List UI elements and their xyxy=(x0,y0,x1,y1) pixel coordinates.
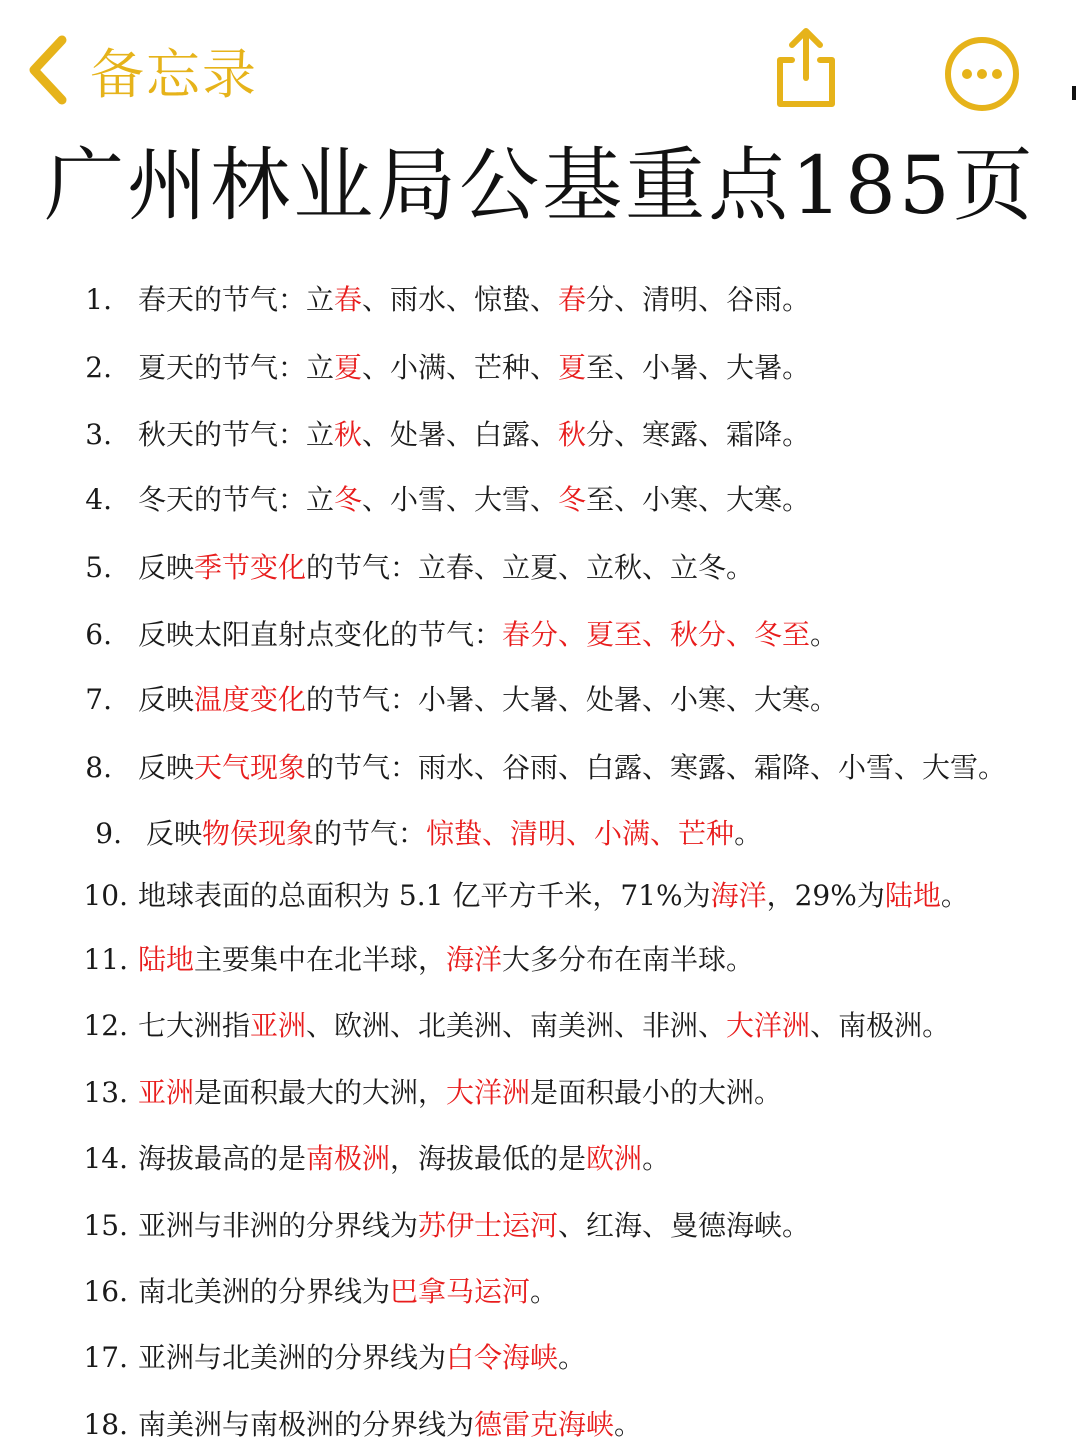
text-segment: 亚洲与非洲的分界线为 xyxy=(138,1209,419,1242)
list-item-number: 4. xyxy=(85,483,112,516)
text-segment: 。 xyxy=(558,1341,587,1374)
text-segment: 南北美洲的分界线为 xyxy=(138,1275,391,1308)
text-segment: 。 xyxy=(734,817,763,850)
list-item-text xyxy=(138,1262,558,1322)
text-segment: 、处暑、白露、 xyxy=(362,418,559,451)
highlighted-text: 春 xyxy=(334,283,363,316)
text-segment: 秋天的节气：立 xyxy=(138,418,335,451)
list-item-text xyxy=(138,1129,670,1189)
list-item-text xyxy=(138,1328,586,1388)
list-item-number: 5. xyxy=(85,551,112,584)
text-segment: 的节气：雨水、谷雨、白露、寒露、霜降、小雪、大雪。 xyxy=(306,751,1007,784)
highlighted-text: 苏伊士运河 xyxy=(418,1209,559,1242)
list-item-text xyxy=(138,1395,642,1455)
list-item-text xyxy=(138,930,754,990)
text-segment: 反映 xyxy=(138,683,195,716)
highlighted-text: 亚洲 xyxy=(250,1009,307,1042)
text-segment: 是面积最大的大洲， xyxy=(194,1076,447,1109)
highlighted-text: 季节变化 xyxy=(194,551,307,584)
text-segment: 、南极洲。 xyxy=(810,1009,951,1042)
text-segment: 、小雪、大雪、 xyxy=(362,483,559,516)
list-item-number: 12. xyxy=(83,1009,128,1042)
text-segment: 。 xyxy=(614,1408,643,1441)
highlighted-text: 天气现象 xyxy=(194,751,307,784)
highlighted-text: 冬 xyxy=(334,483,363,516)
text-segment: 至、小暑、大暑。 xyxy=(586,351,811,384)
list-item-number: 2. xyxy=(85,351,112,384)
list-item-number: 3. xyxy=(85,418,112,451)
highlighted-text: 海洋 xyxy=(710,879,767,912)
list-item-text xyxy=(138,738,1006,798)
highlighted-text: 大洋洲 xyxy=(726,1009,811,1042)
text-segment: 主要集中在北半球， xyxy=(194,943,447,976)
list-item-text xyxy=(138,1196,810,1256)
highlighted-text: 陆地 xyxy=(884,879,941,912)
text-segment: 海拔最高的是 xyxy=(138,1142,307,1175)
text-segment: 至、小寒、大寒。 xyxy=(586,483,811,516)
chevron-left-icon xyxy=(18,30,88,110)
text-segment: 。 xyxy=(810,618,839,651)
text-segment: 反映太阳直射点变化的节气： xyxy=(138,618,503,651)
text-segment: 的节气：小暑、大暑、处暑、小寒、大寒。 xyxy=(306,683,839,716)
text-segment: 七大洲指 xyxy=(138,1009,251,1042)
edge-mark xyxy=(1072,86,1076,100)
highlighted-text: 惊蛰、清明、小满、芒种 xyxy=(426,817,735,850)
highlighted-text: 南极洲 xyxy=(306,1142,391,1175)
text-segment: 大多分布在南半球。 xyxy=(502,943,755,976)
share-icon[interactable] xyxy=(770,24,842,110)
text-segment: 、小满、芒种、 xyxy=(362,351,559,384)
text-segment: 夏天的节气：立 xyxy=(138,351,335,384)
list-item-text xyxy=(138,996,950,1056)
text-segment: 。 xyxy=(530,1275,559,1308)
highlighted-text: 陆地 xyxy=(138,943,195,976)
list-item-text xyxy=(138,866,969,926)
ellipsis-circle-icon[interactable] xyxy=(942,34,1022,114)
text-segment: 、欧洲、北美洲、南美洲、非洲、 xyxy=(306,1009,727,1042)
list-item-number: 14. xyxy=(83,1142,128,1175)
note-title: 广州林业局公基重点185页 xyxy=(44,139,1036,232)
text-segment: 。 xyxy=(642,1142,671,1175)
highlighted-text: 秋 xyxy=(334,418,363,451)
text-segment: 分、寒露、霜降。 xyxy=(586,418,811,451)
text-segment: 、红海、曼德海峡。 xyxy=(558,1209,811,1242)
highlighted-text: 物侯现象 xyxy=(202,817,315,850)
highlighted-text: 欧洲 xyxy=(586,1142,643,1175)
highlighted-text: 春 xyxy=(558,283,587,316)
highlighted-text: 温度变化 xyxy=(194,683,307,716)
highlighted-text: 巴拿马运河 xyxy=(390,1275,531,1308)
list-item-number: 10. xyxy=(83,879,128,912)
text-segment: 是面积最小的大洲。 xyxy=(530,1076,783,1109)
list-item-number: 1. xyxy=(85,283,112,316)
highlighted-text: 春分、夏至、秋分、冬至 xyxy=(502,618,811,651)
text-segment: 分、清明、谷雨。 xyxy=(586,283,811,316)
list-item-text xyxy=(138,1063,782,1123)
list-item-text xyxy=(146,804,762,864)
text-segment: 的节气：立春、立夏、立秋、立冬。 xyxy=(306,551,755,584)
highlighted-text: 夏 xyxy=(558,351,587,384)
list-item-text xyxy=(138,270,810,330)
highlighted-text: 白令海峡 xyxy=(446,1341,559,1374)
text-segment: 反映 xyxy=(138,551,195,584)
back-button[interactable] xyxy=(18,30,258,110)
text-segment: ，海拔最低的是 xyxy=(390,1142,587,1175)
list-item-number: 15. xyxy=(83,1209,128,1242)
text-segment: 反映 xyxy=(146,817,203,850)
list-item-number: 13. xyxy=(83,1076,128,1109)
highlighted-text: 冬 xyxy=(558,483,587,516)
list-item-number: 11. xyxy=(83,943,128,976)
text-segment: 。 xyxy=(940,879,969,912)
back-button-label: 备忘录 xyxy=(90,42,258,106)
list-item-text xyxy=(138,538,754,598)
list-item-text xyxy=(138,670,838,730)
highlighted-text: 夏 xyxy=(334,351,363,384)
list-item-text xyxy=(138,605,838,665)
text-segment: 亚洲与北美洲的分界线为 xyxy=(138,1341,447,1374)
list-item-number: 17. xyxy=(83,1341,128,1374)
text-segment: 的节气： xyxy=(314,817,427,850)
highlighted-text: 德雷克海峡 xyxy=(474,1408,615,1441)
list-item-text xyxy=(138,338,810,398)
text-segment: 地球表面的总面积为 5.1 亿平方千米，71%为 xyxy=(138,879,711,912)
list-item-number: 6. xyxy=(85,618,112,651)
list-item-number: 18. xyxy=(83,1408,128,1441)
list-item-number: 9. xyxy=(95,817,122,850)
list-item-number: 7. xyxy=(85,683,112,716)
text-segment: 南美洲与南极洲的分界线为 xyxy=(138,1408,475,1441)
list-item-text xyxy=(138,470,810,530)
highlighted-text: 秋 xyxy=(558,418,587,451)
text-segment: 冬天的节气：立 xyxy=(138,483,335,516)
navigation-bar xyxy=(0,0,1080,130)
highlighted-text: 大洋洲 xyxy=(446,1076,531,1109)
text-segment: 反映 xyxy=(138,751,195,784)
list-item-number: 16. xyxy=(83,1275,128,1308)
list-item-number: 8. xyxy=(85,751,112,784)
text-segment: 、雨水、惊蛰、 xyxy=(362,283,559,316)
list-item-text xyxy=(138,405,810,465)
highlighted-text: 海洋 xyxy=(446,943,503,976)
text-segment: 春天的节气：立 xyxy=(138,283,335,316)
highlighted-text: 亚洲 xyxy=(138,1076,195,1109)
text-segment: ，29%为 xyxy=(766,879,885,912)
